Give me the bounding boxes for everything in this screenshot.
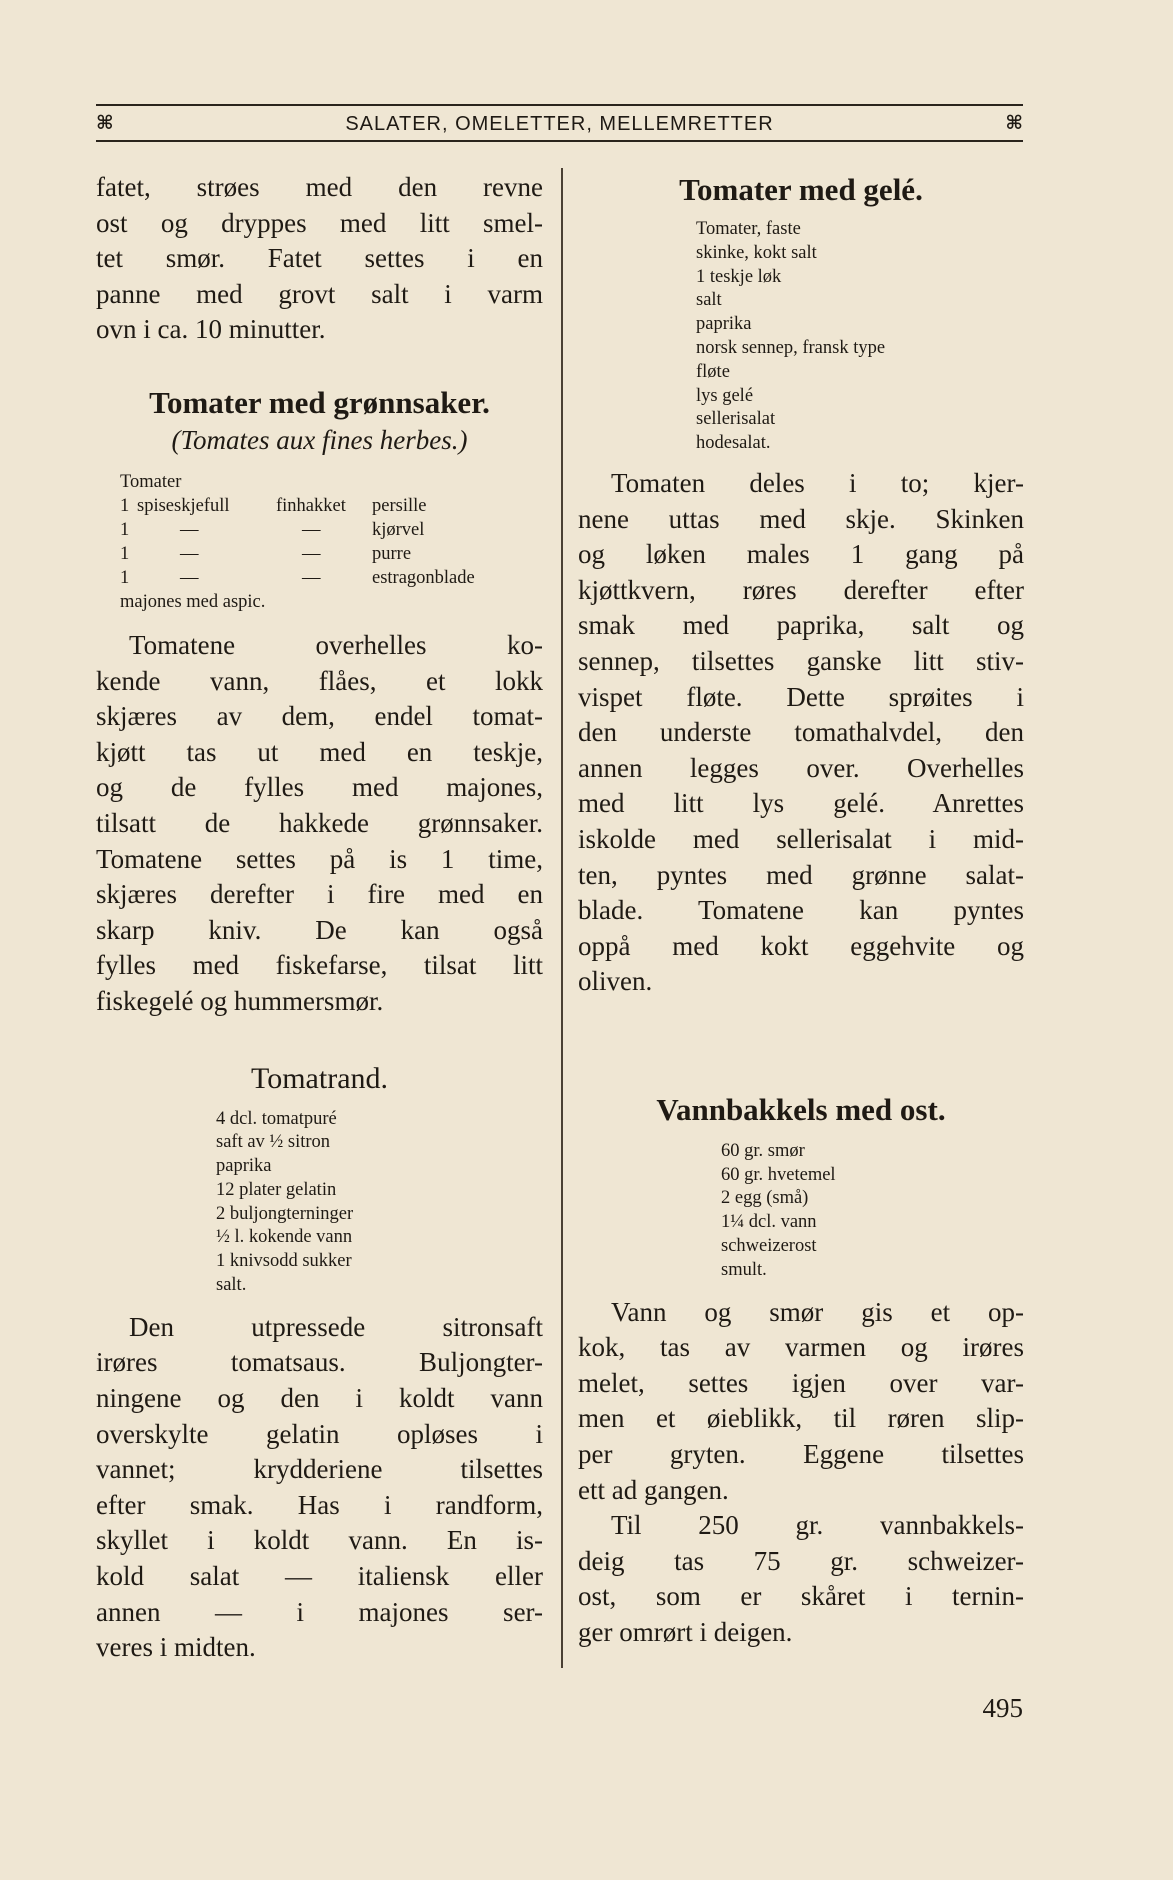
ingredient-item: 2 egg (små)	[721, 1188, 809, 1209]
header-rule-bottom	[96, 140, 1023, 142]
ingredient-item: norsk sennep, fransk type	[696, 337, 886, 358]
column-divider	[561, 168, 563, 1668]
running-header-title: SALATER, OMELETTER, MELLEMRETTER	[345, 113, 774, 135]
ingredient-item: Tomater	[120, 471, 182, 492]
ingredient-item: saft av ½ sitron	[216, 1132, 331, 1153]
page-number: 495	[982, 1693, 1023, 1723]
ingredient-item: paprika	[696, 314, 752, 335]
ingredient-item: lys gelé	[696, 385, 754, 406]
text-line: ost og dryppes med litt smel-	[96, 207, 543, 238]
ingredient-item: majones med aspic.	[120, 591, 266, 612]
ingredient-item: fløte	[696, 361, 730, 382]
ornament-right-icon: ⌘	[1005, 112, 1023, 134]
ornament-left-icon: ⌘	[96, 112, 114, 134]
ingredient-list	[721, 1140, 1024, 1283]
ingredient-item: 1 knivsodd sukker	[216, 1251, 352, 1272]
ingredient-item: 1¼ dcl. vann	[721, 1212, 817, 1233]
ingredient-item: 12 plater gelatin	[216, 1179, 337, 1200]
header-rule-top	[96, 104, 1023, 106]
ingredient-item: 1 — — kjørvel	[120, 519, 425, 540]
ingredient-item: 1 — — purre	[120, 543, 412, 564]
text-line: panne med grovt salt i varm	[96, 278, 543, 309]
ingredient-item: 4 dcl. tomatpuré	[216, 1108, 337, 1129]
ingredient-item: 2 buljongterninger	[216, 1203, 354, 1224]
ingredient-item: ½ l. kokende vann	[216, 1227, 353, 1248]
recipe-instructions: Den utpressede sitronsaft irøres tomatsaus. Buljongter- ningene og den i koldt vann overskylte gelatin opløses i vannet; krydderiene tilsettes efter smak. Has i randform, skyllet i koldt vann. En is- kold salat — italiensk eller annen — i majones ser- veres i midten.	[96, 1311, 543, 1663]
ingredient-item: 60 gr. hvetemel	[721, 1164, 836, 1185]
recipe-title: Tomater med grønnsaker.	[149, 384, 490, 420]
ingredient-item: hodesalat.	[696, 433, 771, 454]
ingredient-list	[120, 470, 543, 614]
ingredient-item: 1 spiseskjefull finhakket persille	[120, 495, 427, 516]
ingredient-item: schweizerost	[721, 1236, 817, 1257]
ingredient-item: sellerisalat	[696, 409, 776, 430]
right-column	[578, 170, 1024, 1651]
text-line: ovn i ca. 10 minutter.	[96, 314, 326, 345]
recipe-instructions: Vann og smør gis et op- kok, tas av varmen og irøres melet, settes igjen over var- men et øieblikk, til røren slip- per gryten. Eggene tilsettes ett ad gangen. Til 250 gr. vannbakkels- deig tas 75 gr. schweizer- ost, som er skåret i ternin- ger omrørt i deigen.	[578, 1296, 1024, 1647]
ingredient-item: 1 teskje løk	[696, 266, 782, 287]
text-line: tet smør. Fatet settes i en	[96, 243, 543, 274]
left-column	[96, 170, 543, 1666]
recipe-instructions: Tomaten deles i to; kjer- nene uttas med skje. Skinken og løken males 1 gang på kjøttkvern, røres derefter efter smak med paprika, salt og sennep, tilsettes ganske litt stiv- vispet fløte. Dette sprøites i den underste tomathalvdel, den annen legges over. Overhelles med litt lys gelé. Anrettes iskolde med sellerisalat i mid- ten, pyntes med grønne salat- blade. Tomatene kan pyntes oppå med kokt eggehvite og oliven.	[578, 467, 1024, 997]
recipe-instructions: Tomatene overhelles ko- kende vann, flåes, et lokk skjæres av dem, endel tomat- kjøtt tas ut med en teskje, og de fylles med majones, tilsatt de hakkede grønnsaker. Tomatene settes på is 1 time, skjæres derefter i fire med en skarp kniv. De kan også fylles med fiskefarse, tilsat litt fiskegelé og hummersmør.	[96, 629, 543, 1016]
ingredient-item: salt.	[216, 1275, 247, 1296]
running-header	[96, 110, 1023, 140]
recipe-title: Tomatrand.	[250, 1061, 389, 1095]
recipe-title: Vannbakkels med ost.	[656, 1091, 946, 1127]
ingredient-item: Tomater, faste	[696, 219, 801, 239]
ingredient-item: smult.	[721, 1259, 767, 1280]
ingredient-list	[696, 218, 1024, 456]
ingredient-item: 1 — — estragonblade	[120, 567, 475, 588]
ingredient-item: skinke, kokt salt	[696, 242, 817, 263]
recipe-subtitle: (Tomates aux fines herbes.)	[171, 424, 468, 455]
recipe-title: Tomater med gelé.	[679, 172, 923, 207]
ingredient-list	[216, 1108, 543, 1298]
ingredient-item: 60 gr. smør	[721, 1140, 805, 1161]
continued-paragraph	[96, 170, 543, 348]
ingredient-item: paprika	[216, 1156, 272, 1177]
ingredient-item: salt	[696, 290, 722, 311]
text-line: fatet, strøes med den revne	[96, 172, 543, 202]
